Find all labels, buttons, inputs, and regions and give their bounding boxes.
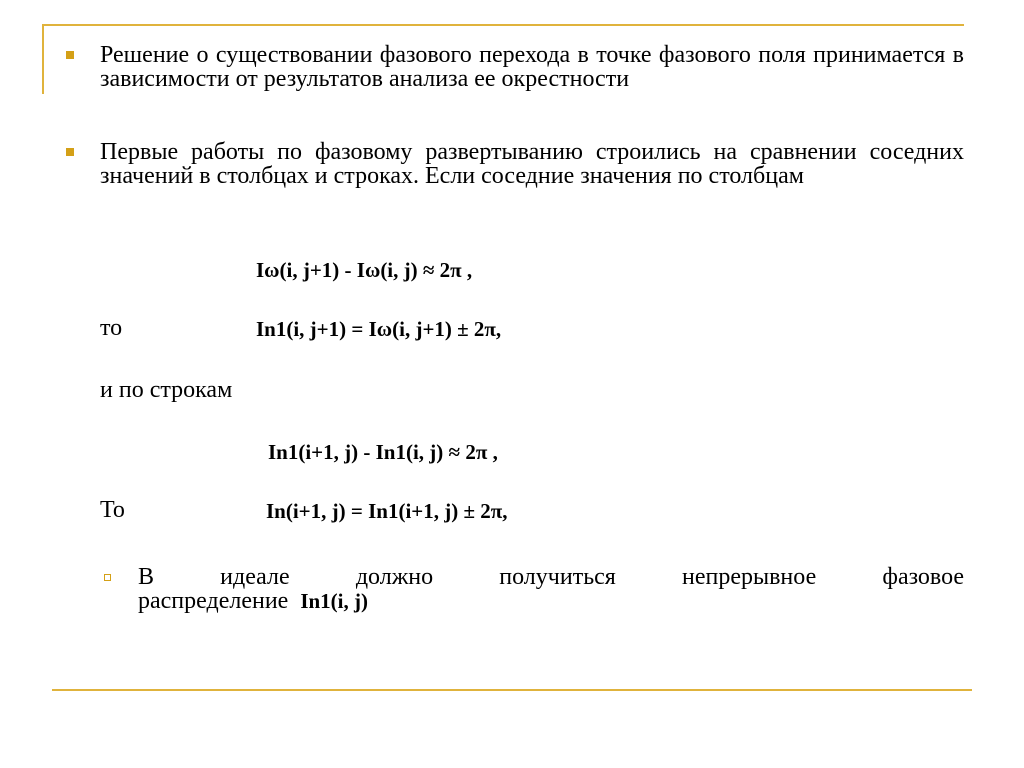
bullet-square-icon: [66, 148, 74, 156]
word: идеале: [220, 564, 290, 590]
label-by-rows: и по строкам: [100, 377, 233, 403]
bullet-text: Первые работы по фазовому развертыванию строились на сравнении соседних значений в столбцах и строках. Если соседние значения по столбцам: [100, 139, 964, 189]
formula-row-unwrap: In(i+1, j) = In1(i+1, j) ± 2π,: [266, 499, 508, 523]
sub-bullet-line-1: [138, 565, 964, 589]
formula-row-condition: In1(i+1, j) - In1(i, j) ≈ 2π ,: [268, 440, 498, 464]
sub-bullet-text: [138, 565, 964, 613]
bullet-square-icon: [66, 51, 74, 59]
hollow-square-bullet-icon: [104, 574, 111, 581]
formula-column-unwrap: In1(i, j+1) = Iω(i, j+1) ± 2π,: [256, 317, 502, 341]
label-then-capital: То: [100, 497, 125, 523]
top-divider-line: [42, 24, 964, 26]
bottom-divider-line: [52, 689, 972, 691]
word: получиться: [499, 564, 616, 590]
sub-bullet-formula: In1(i, j): [300, 589, 368, 613]
word: фазовое: [882, 564, 965, 590]
word: непрерывное: [681, 564, 817, 590]
left-divider-line: [42, 24, 44, 94]
formula-column-condition: Iω(i, j+1) - Iω(i, j) ≈ 2π ,: [256, 258, 473, 282]
bullet-text: Решение о существовании фазового перехода в точке фазового поля принимается в зависимости от результатов анализа ее окрестности: [100, 42, 964, 92]
sub-bullet-line-2: [138, 589, 964, 613]
sub-bullet-line2-text: распределение: [138, 588, 289, 614]
word: должно: [355, 564, 434, 590]
label-then: то: [100, 315, 123, 341]
word: В: [138, 564, 155, 590]
